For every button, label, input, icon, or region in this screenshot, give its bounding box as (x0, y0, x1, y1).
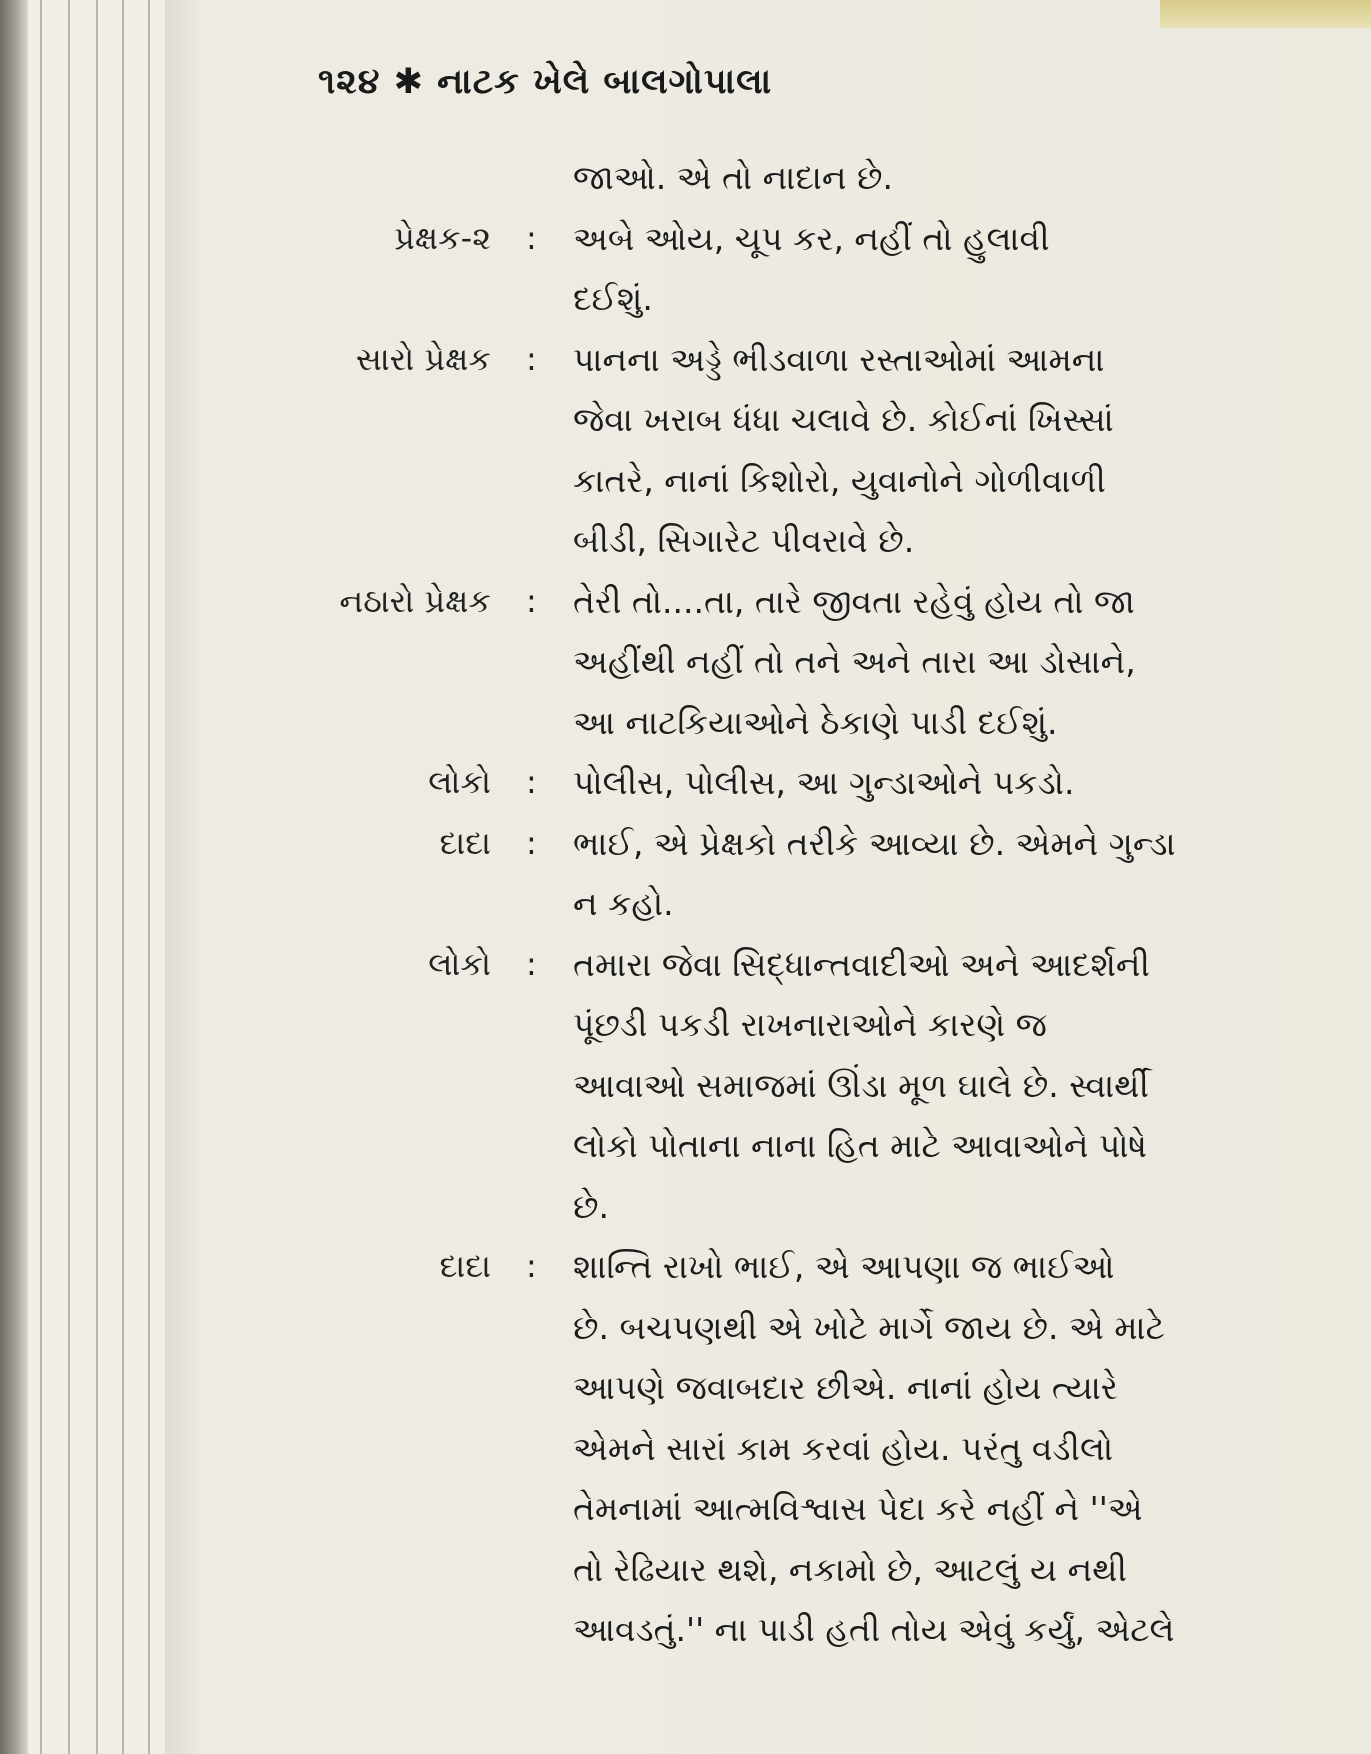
dialogue-line: તેમનામાં આત્મવિશ્વાસ પેદા કરે નહીં ને ''એ (573, 1489, 1143, 1528)
dialogue-body (0, 148, 1371, 1661)
dialogue-line: તેરી તો....તા, તારે જીવતા રહેવું હોય તો જા (573, 581, 1135, 621)
speaker-colon: : (526, 763, 537, 801)
speaker-colon: : (526, 218, 537, 257)
dialogue-line: તમારા જેવા સિદ્ધાન્તવાદીઓ અને આદર્શની (573, 944, 1150, 984)
speaker-name: પ્રેક્ષક-૨ (394, 218, 491, 257)
dialogue-entry (0, 572, 1371, 754)
dialogue-line: પૂંછડી પકડી રાખનારાઓને કારણે જ (573, 1005, 1047, 1044)
dialogue-text (573, 814, 1273, 935)
dialogue-text (573, 935, 1273, 1238)
speaker-name: લોકો (428, 944, 491, 983)
speaker-name: લોકો (428, 763, 491, 801)
dialogue-line: આ નાટકિયાઓને ઠેકાણે પાડી દઈશું. (573, 702, 1058, 742)
speaker-name: સારો પ્રેક્ષક (355, 339, 491, 378)
dialogue-text (573, 572, 1273, 754)
dialogue-entry (0, 209, 1371, 330)
speaker-name: નઠારો પ્રેક્ષક (339, 581, 491, 620)
page-header: ૧૨૪ ✱ નાટક ખેલે બાલગોપાલા (318, 62, 773, 102)
speaker-colon: : (526, 339, 537, 378)
dialogue-text (573, 1237, 1273, 1661)
dialogue-entry (0, 148, 1371, 209)
dialogue-line: દઈશું. (573, 279, 653, 318)
speaker-colon: : (526, 1247, 537, 1285)
speaker-name: દાદા (439, 823, 491, 862)
dialogue-line: છે. બચપણથી એ ખોટે માર્ગે જાય છે. એ માટે (573, 1307, 1165, 1347)
dialogue-line: લોકો પોતાના નાના હિત માટે આવાઓને પોષે (573, 1126, 1148, 1165)
dialogue-line: જાઓ. એ તો નાદાન છે. (573, 158, 893, 197)
dialogue-line: આપણે જવાબદાર છીએ. નાનાં હોય ત્યારે (573, 1368, 1118, 1407)
dialogue-entry (0, 935, 1371, 1238)
dialogue-entry (0, 814, 1371, 935)
dialogue-text (573, 209, 1273, 330)
dialogue-line: કાતરે, નાનાં કિશોરો, યુવાનોને ગોળીવાળી (573, 460, 1106, 500)
dialogue-line: તો રેઢિયાર થશે, નકામો છે, આટલું ય નથી (573, 1549, 1127, 1589)
dialogue-line: ભાઈ, એ પ્રેક્ષકો તરીકે આવ્યા છે. એમને ગુન્ડા (573, 823, 1176, 863)
dialogue-line: એમને સારાં કામ કરવાં હોય. પરંતુ વડીલો (573, 1428, 1114, 1468)
dialogue-line: આવડતું.'' ના પાડી હતી તોય એવું કર્યું, એટલે (573, 1610, 1175, 1649)
dialogue-line: શાન્તિ રાખો ભાઈ, એ આપણા જ ભાઈઓ (573, 1247, 1115, 1286)
speaker-colon: : (526, 944, 537, 983)
dialogue-text (573, 148, 1273, 209)
dialogue-entry (0, 1237, 1371, 1661)
dialogue-line: પોલીસ, પોલીસ, આ ગુન્ડાઓને પકડો. (573, 763, 1075, 802)
dialogue-text (573, 330, 1273, 572)
speaker-name: દાદા (439, 1247, 491, 1285)
dialogue-line: જેવા ખરાબ ધંધા ચલાવે છે. કોઈનાં ખિસ્સાં (573, 400, 1114, 439)
dialogue-line: અહીંથી નહીં તો તને અને તારા આ ડોસાને, (573, 642, 1136, 681)
dialogue-line: પાનના અડ્ડે ભીડવાળા રસ્તાઓમાં આમના (573, 339, 1105, 379)
dialogue-line: છે. (573, 1186, 609, 1226)
dialogue-line: ન કહો. (573, 884, 674, 923)
dialogue-line: અબે ઓય, ચૂપ કર, નહીં તો હુલાવી (573, 218, 1050, 258)
dialogue-line: બીડી, સિગારેટ પીવરાવે છે. (573, 521, 915, 560)
speaker-colon: : (526, 823, 537, 862)
page-top-strip (1160, 0, 1371, 28)
dialogue-line: આવાઓ સમાજમાં ઊંડા મૂળ ઘાલે છે. સ્વાર્થી (573, 1065, 1149, 1105)
dialogue-text (573, 753, 1273, 814)
speaker-colon: : (526, 581, 537, 620)
dialogue-entry (0, 753, 1371, 814)
dialogue-entry (0, 330, 1371, 572)
